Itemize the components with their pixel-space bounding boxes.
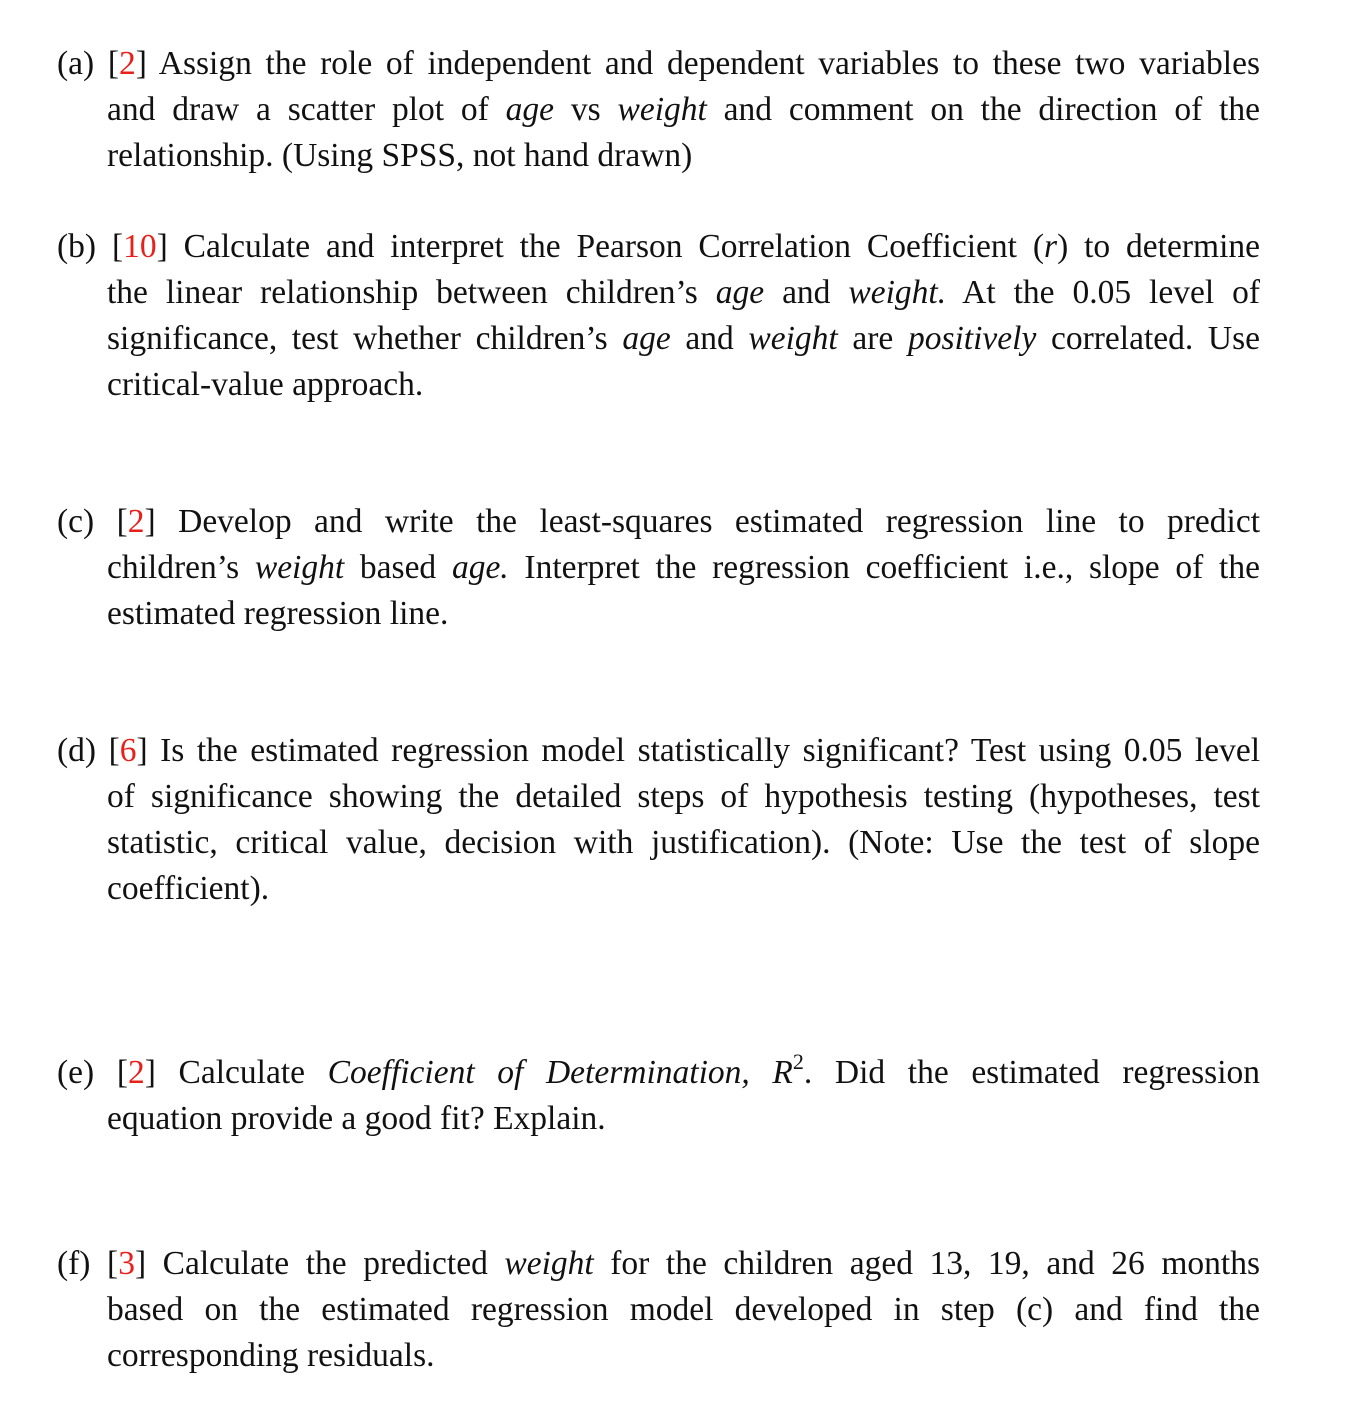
italic-term: weight [617, 91, 707, 128]
question-line: coefficient). [107, 870, 270, 907]
italic-term: weight. [848, 274, 947, 311]
superscript: 2 [792, 1049, 804, 1074]
italic-term: weight [254, 549, 345, 586]
question-line: critical-value approach. [107, 366, 424, 403]
marks-badge: [3] [107, 1245, 163, 1282]
question-line: (e) [2] Calculate Coefficient of Determination, $R^2$. Did the estimated regression [57, 1049, 1261, 1091]
question-b [57, 224, 1260, 408]
marks-badge: [2] [116, 503, 179, 540]
question-line: equation provide a good fit? Explain. [107, 1100, 606, 1137]
marks-value: 6 [119, 732, 137, 769]
italic-term: positively [907, 320, 1037, 357]
question-label: (e) [57, 1054, 117, 1091]
question-label: (a) [57, 45, 108, 82]
marks-value: 2 [127, 503, 145, 540]
italic-term: age [505, 91, 555, 128]
italic-term: weight [504, 1245, 594, 1282]
question-c [57, 499, 1260, 637]
question-line: significance, test whether children’s age and weight are positively correlated. Use [107, 320, 1260, 357]
question-line: estimated regression line. [107, 595, 449, 632]
question-line: (c) [2] Develop and write the least-squares estimated regression line to predict [57, 503, 1261, 540]
marks-value: 3 [118, 1245, 135, 1282]
question-e [57, 1050, 1260, 1142]
marks-badge: [6] [108, 732, 161, 769]
marks-badge: [10] [111, 228, 184, 265]
marks-badge: [2] [107, 45, 159, 82]
italic-term: age [622, 320, 671, 357]
italic-term: weight [748, 320, 838, 357]
question-line: relationship. (Using SPSS, not hand drawn) [107, 137, 693, 174]
question-line: of significance showing the detailed steps of hypothesis testing (hypotheses, test [107, 778, 1260, 815]
marks-value: 2 [119, 45, 136, 82]
question-label: (d) [57, 732, 109, 769]
marks-value: 10 [123, 228, 157, 265]
question-line: children’s weight based age. Interpret the regression coefficient i.e., slope of the [107, 549, 1260, 586]
italic-term: r [1044, 228, 1058, 265]
question-label: (c) [57, 503, 117, 540]
question-line: based on the estimated regression model developed in step (c) and find the [107, 1291, 1260, 1328]
question-a [57, 41, 1260, 179]
question-line: corresponding residuals. [107, 1337, 435, 1374]
italic-term: age [715, 274, 765, 311]
question-line: (a) [2] Assign the role of independent and dependent variables to these two variables [57, 45, 1261, 82]
question-label: (b) [57, 228, 112, 265]
question-line: (b) [10] Calculate and interpret the Pearson Correlation Coefficient (r) to determine [57, 228, 1260, 265]
question-line: (d) [6] Is the estimated regression model statistically significant? Test using 0.05 level [57, 732, 1261, 769]
question-line: the linear relationship between children’s age and weight. At the 0.05 level of [107, 274, 1260, 311]
question-line: statistic, critical value, decision with justification). (Note: Use the test of slope [107, 824, 1260, 861]
question-line: (f) [3] Calculate the predicted weight for the children aged 13, 19, and 26 months [57, 1245, 1261, 1282]
marks-badge: [2] [116, 1054, 179, 1091]
question-d [57, 728, 1260, 912]
marks-value: 2 [127, 1054, 145, 1091]
question-line: and draw a scatter plot of age vs weight and comment on the direction of the [107, 91, 1260, 128]
italic-term: age. [451, 549, 509, 586]
question-label: (f) [57, 1245, 108, 1282]
question-f [57, 1241, 1260, 1379]
italic-term: Coefficient of Determination, R [327, 1054, 793, 1091]
